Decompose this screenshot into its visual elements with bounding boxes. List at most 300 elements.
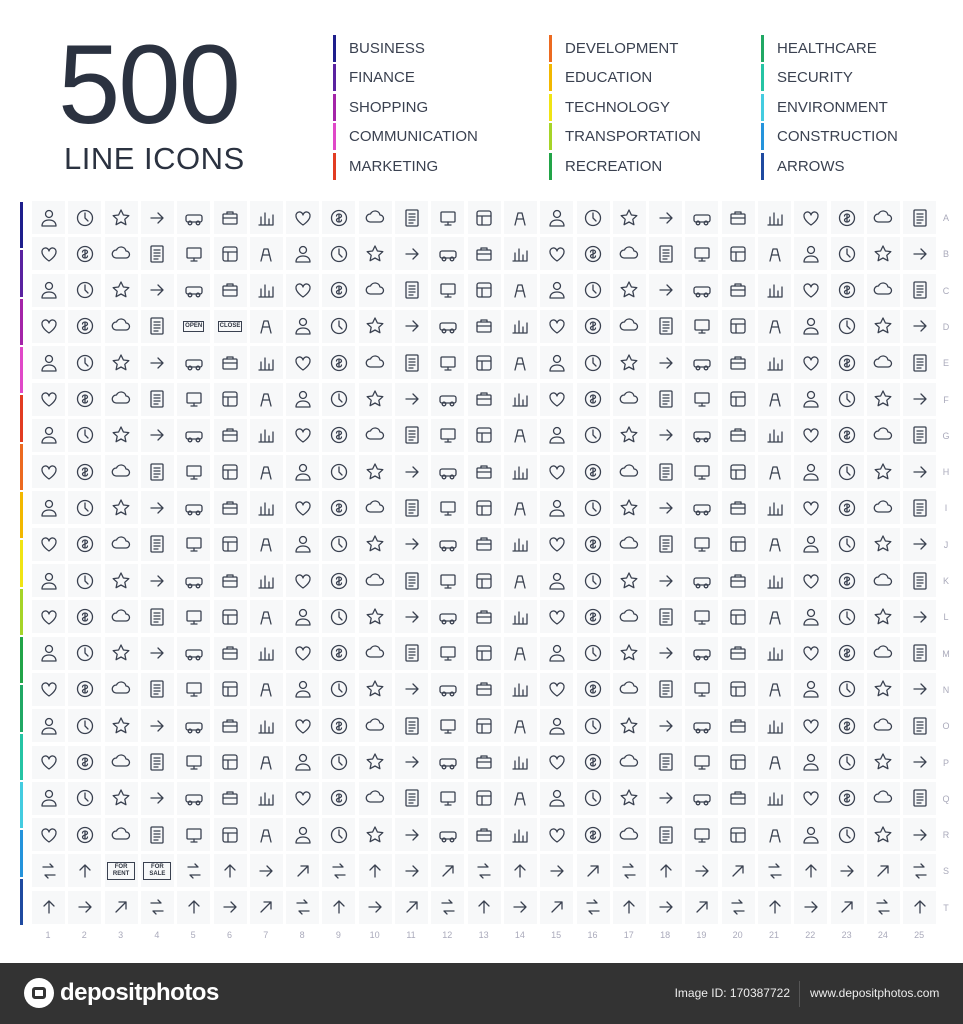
line-icon-H8[interactable] — [286, 455, 319, 488]
line-icon-P22[interactable] — [794, 746, 827, 779]
line-icon-O2[interactable] — [68, 709, 101, 742]
line-icon-D5[interactable] — [177, 310, 210, 343]
line-icon-D3[interactable] — [105, 310, 138, 343]
line-icon-C1[interactable] — [32, 274, 65, 307]
line-icon-M16[interactable] — [577, 637, 610, 670]
line-icon-R3[interactable] — [105, 818, 138, 851]
line-icon-M2[interactable] — [68, 637, 101, 670]
line-icon-I19[interactable] — [685, 491, 718, 524]
line-icon-C7[interactable] — [250, 274, 283, 307]
line-icon-N13[interactable] — [468, 673, 501, 706]
line-icon-I9[interactable] — [322, 491, 355, 524]
line-icon-K7[interactable] — [250, 564, 283, 597]
line-icon-T16[interactable] — [577, 891, 610, 924]
line-icon-Q25[interactable] — [903, 782, 936, 815]
line-icon-K8[interactable] — [286, 564, 319, 597]
line-icon-M13[interactable] — [468, 637, 501, 670]
line-icon-L18[interactable] — [649, 600, 682, 633]
line-icon-F3[interactable] — [105, 383, 138, 416]
line-icon-L6[interactable] — [214, 600, 247, 633]
line-icon-N7[interactable] — [250, 673, 283, 706]
line-icon-L15[interactable] — [540, 600, 573, 633]
line-icon-L7[interactable] — [250, 600, 283, 633]
line-icon-F11[interactable] — [395, 383, 428, 416]
line-icon-D18[interactable] — [649, 310, 682, 343]
line-icon-Q23[interactable] — [831, 782, 864, 815]
line-icon-F19[interactable] — [685, 383, 718, 416]
line-icon-P21[interactable] — [758, 746, 791, 779]
line-icon-B8[interactable] — [286, 237, 319, 270]
line-icon-H10[interactable] — [359, 455, 392, 488]
line-icon-T9[interactable] — [322, 891, 355, 924]
line-icon-J21[interactable] — [758, 528, 791, 561]
line-icon-H17[interactable] — [613, 455, 646, 488]
line-icon-I10[interactable] — [359, 491, 392, 524]
line-icon-F12[interactable] — [431, 383, 464, 416]
line-icon-E6[interactable] — [214, 346, 247, 379]
line-icon-M12[interactable] — [431, 637, 464, 670]
line-icon-O10[interactable] — [359, 709, 392, 742]
line-icon-M23[interactable] — [831, 637, 864, 670]
line-icon-L23[interactable] — [831, 600, 864, 633]
line-icon-L22[interactable] — [794, 600, 827, 633]
line-icon-N5[interactable] — [177, 673, 210, 706]
line-icon-R21[interactable] — [758, 818, 791, 851]
line-icon-F18[interactable] — [649, 383, 682, 416]
line-icon-K19[interactable] — [685, 564, 718, 597]
line-icon-S20[interactable] — [722, 854, 755, 887]
line-icon-P15[interactable] — [540, 746, 573, 779]
line-icon-O11[interactable] — [395, 709, 428, 742]
line-icon-G12[interactable] — [431, 419, 464, 452]
line-icon-R7[interactable] — [250, 818, 283, 851]
line-icon-D8[interactable] — [286, 310, 319, 343]
site-url[interactable]: www.depositphotos.com — [810, 986, 940, 1000]
line-icon-N20[interactable] — [722, 673, 755, 706]
line-icon-K14[interactable] — [504, 564, 537, 597]
line-icon-F8[interactable] — [286, 383, 319, 416]
line-icon-T24[interactable] — [867, 891, 900, 924]
line-icon-H24[interactable] — [867, 455, 900, 488]
line-icon-F10[interactable] — [359, 383, 392, 416]
line-icon-L25[interactable] — [903, 600, 936, 633]
line-icon-M11[interactable] — [395, 637, 428, 670]
line-icon-C9[interactable] — [322, 274, 355, 307]
line-icon-J17[interactable] — [613, 528, 646, 561]
line-icon-Q24[interactable] — [867, 782, 900, 815]
line-icon-E23[interactable] — [831, 346, 864, 379]
line-icon-L4[interactable] — [141, 600, 174, 633]
line-icon-I12[interactable] — [431, 491, 464, 524]
line-icon-N6[interactable] — [214, 673, 247, 706]
line-icon-Q6[interactable] — [214, 782, 247, 815]
line-icon-F16[interactable] — [577, 383, 610, 416]
line-icon-T21[interactable] — [758, 891, 791, 924]
line-icon-T12[interactable] — [431, 891, 464, 924]
line-icon-O17[interactable] — [613, 709, 646, 742]
line-icon-G15[interactable] — [540, 419, 573, 452]
line-icon-B11[interactable] — [395, 237, 428, 270]
line-icon-F7[interactable] — [250, 383, 283, 416]
line-icon-B2[interactable] — [68, 237, 101, 270]
line-icon-I14[interactable] — [504, 491, 537, 524]
line-icon-Q4[interactable] — [141, 782, 174, 815]
line-icon-D23[interactable] — [831, 310, 864, 343]
line-icon-Q17[interactable] — [613, 782, 646, 815]
line-icon-E19[interactable] — [685, 346, 718, 379]
line-icon-E9[interactable] — [322, 346, 355, 379]
line-icon-S17[interactable] — [613, 854, 646, 887]
line-icon-O23[interactable] — [831, 709, 864, 742]
line-icon-C21[interactable] — [758, 274, 791, 307]
line-icon-O22[interactable] — [794, 709, 827, 742]
line-icon-T7[interactable] — [250, 891, 283, 924]
line-icon-I23[interactable] — [831, 491, 864, 524]
line-icon-G19[interactable] — [685, 419, 718, 452]
line-icon-E5[interactable] — [177, 346, 210, 379]
line-icon-P8[interactable] — [286, 746, 319, 779]
line-icon-P3[interactable] — [105, 746, 138, 779]
line-icon-C25[interactable] — [903, 274, 936, 307]
line-icon-C4[interactable] — [141, 274, 174, 307]
line-icon-G14[interactable] — [504, 419, 537, 452]
line-icon-B7[interactable] — [250, 237, 283, 270]
line-icon-R2[interactable] — [68, 818, 101, 851]
line-icon-P25[interactable] — [903, 746, 936, 779]
line-icon-D19[interactable] — [685, 310, 718, 343]
line-icon-M24[interactable] — [867, 637, 900, 670]
line-icon-Q13[interactable] — [468, 782, 501, 815]
line-icon-P4[interactable] — [141, 746, 174, 779]
line-icon-G11[interactable] — [395, 419, 428, 452]
line-icon-L1[interactable] — [32, 600, 65, 633]
line-icon-B13[interactable] — [468, 237, 501, 270]
line-icon-D1[interactable] — [32, 310, 65, 343]
line-icon-E25[interactable] — [903, 346, 936, 379]
line-icon-L13[interactable] — [468, 600, 501, 633]
line-icon-I24[interactable] — [867, 491, 900, 524]
line-icon-G7[interactable] — [250, 419, 283, 452]
line-icon-N8[interactable] — [286, 673, 319, 706]
line-icon-C12[interactable] — [431, 274, 464, 307]
line-icon-H23[interactable] — [831, 455, 864, 488]
line-icon-T10[interactable] — [359, 891, 392, 924]
line-icon-A24[interactable] — [867, 201, 900, 234]
line-icon-T2[interactable] — [68, 891, 101, 924]
line-icon-S6[interactable] — [214, 854, 247, 887]
line-icon-I13[interactable] — [468, 491, 501, 524]
line-icon-I3[interactable] — [105, 491, 138, 524]
line-icon-R22[interactable] — [794, 818, 827, 851]
line-icon-H12[interactable] — [431, 455, 464, 488]
line-icon-C3[interactable] — [105, 274, 138, 307]
line-icon-E13[interactable] — [468, 346, 501, 379]
line-icon-A10[interactable] — [359, 201, 392, 234]
line-icon-S18[interactable] — [649, 854, 682, 887]
line-icon-O12[interactable] — [431, 709, 464, 742]
line-icon-A2[interactable] — [68, 201, 101, 234]
line-icon-N11[interactable] — [395, 673, 428, 706]
line-icon-T6[interactable] — [214, 891, 247, 924]
line-icon-T1[interactable] — [32, 891, 65, 924]
line-icon-K18[interactable] — [649, 564, 682, 597]
line-icon-A8[interactable] — [286, 201, 319, 234]
line-icon-K2[interactable] — [68, 564, 101, 597]
line-icon-S4[interactable] — [141, 854, 174, 887]
line-icon-L5[interactable] — [177, 600, 210, 633]
line-icon-H5[interactable] — [177, 455, 210, 488]
line-icon-I7[interactable] — [250, 491, 283, 524]
line-icon-J7[interactable] — [250, 528, 283, 561]
line-icon-C14[interactable] — [504, 274, 537, 307]
line-icon-I16[interactable] — [577, 491, 610, 524]
line-icon-S22[interactable] — [794, 854, 827, 887]
line-icon-J11[interactable] — [395, 528, 428, 561]
line-icon-E17[interactable] — [613, 346, 646, 379]
line-icon-K15[interactable] — [540, 564, 573, 597]
line-icon-A18[interactable] — [649, 201, 682, 234]
line-icon-B1[interactable] — [32, 237, 65, 270]
line-icon-O7[interactable] — [250, 709, 283, 742]
line-icon-S8[interactable] — [286, 854, 319, 887]
line-icon-K16[interactable] — [577, 564, 610, 597]
line-icon-T15[interactable] — [540, 891, 573, 924]
line-icon-E7[interactable] — [250, 346, 283, 379]
line-icon-B14[interactable] — [504, 237, 537, 270]
line-icon-G8[interactable] — [286, 419, 319, 452]
line-icon-B23[interactable] — [831, 237, 864, 270]
line-icon-N22[interactable] — [794, 673, 827, 706]
line-icon-A3[interactable] — [105, 201, 138, 234]
line-icon-O19[interactable] — [685, 709, 718, 742]
line-icon-R10[interactable] — [359, 818, 392, 851]
line-icon-D4[interactable] — [141, 310, 174, 343]
line-icon-N12[interactable] — [431, 673, 464, 706]
line-icon-J22[interactable] — [794, 528, 827, 561]
line-icon-B9[interactable] — [322, 237, 355, 270]
line-icon-J23[interactable] — [831, 528, 864, 561]
line-icon-H6[interactable] — [214, 455, 247, 488]
line-icon-G21[interactable] — [758, 419, 791, 452]
line-icon-K1[interactable] — [32, 564, 65, 597]
line-icon-G24[interactable] — [867, 419, 900, 452]
line-icon-I2[interactable] — [68, 491, 101, 524]
line-icon-T4[interactable] — [141, 891, 174, 924]
line-icon-M19[interactable] — [685, 637, 718, 670]
line-icon-G17[interactable] — [613, 419, 646, 452]
line-icon-P19[interactable] — [685, 746, 718, 779]
line-icon-M20[interactable] — [722, 637, 755, 670]
line-icon-E16[interactable] — [577, 346, 610, 379]
line-icon-B22[interactable] — [794, 237, 827, 270]
line-icon-G4[interactable] — [141, 419, 174, 452]
line-icon-M15[interactable] — [540, 637, 573, 670]
line-icon-Q21[interactable] — [758, 782, 791, 815]
line-icon-T11[interactable] — [395, 891, 428, 924]
line-icon-I25[interactable] — [903, 491, 936, 524]
line-icon-T8[interactable] — [286, 891, 319, 924]
line-icon-H20[interactable] — [722, 455, 755, 488]
line-icon-S1[interactable] — [32, 854, 65, 887]
line-icon-C16[interactable] — [577, 274, 610, 307]
line-icon-O25[interactable] — [903, 709, 936, 742]
line-icon-Q15[interactable] — [540, 782, 573, 815]
line-icon-T20[interactable] — [722, 891, 755, 924]
line-icon-Q22[interactable] — [794, 782, 827, 815]
line-icon-M14[interactable] — [504, 637, 537, 670]
line-icon-R4[interactable] — [141, 818, 174, 851]
line-icon-S25[interactable] — [903, 854, 936, 887]
line-icon-T13[interactable] — [468, 891, 501, 924]
line-icon-S10[interactable] — [359, 854, 392, 887]
line-icon-K22[interactable] — [794, 564, 827, 597]
line-icon-K3[interactable] — [105, 564, 138, 597]
line-icon-T5[interactable] — [177, 891, 210, 924]
line-icon-I8[interactable] — [286, 491, 319, 524]
line-icon-A14[interactable] — [504, 201, 537, 234]
line-icon-T19[interactable] — [685, 891, 718, 924]
line-icon-G6[interactable] — [214, 419, 247, 452]
line-icon-J25[interactable] — [903, 528, 936, 561]
line-icon-R11[interactable] — [395, 818, 428, 851]
line-icon-S19[interactable] — [685, 854, 718, 887]
line-icon-G2[interactable] — [68, 419, 101, 452]
line-icon-G23[interactable] — [831, 419, 864, 452]
line-icon-N17[interactable] — [613, 673, 646, 706]
line-icon-Q20[interactable] — [722, 782, 755, 815]
line-icon-C24[interactable] — [867, 274, 900, 307]
line-icon-P2[interactable] — [68, 746, 101, 779]
line-icon-K23[interactable] — [831, 564, 864, 597]
line-icon-E12[interactable] — [431, 346, 464, 379]
line-icon-T18[interactable] — [649, 891, 682, 924]
line-icon-S16[interactable] — [577, 854, 610, 887]
line-icon-Q9[interactable] — [322, 782, 355, 815]
line-icon-T25[interactable] — [903, 891, 936, 924]
line-icon-M17[interactable] — [613, 637, 646, 670]
line-icon-R24[interactable] — [867, 818, 900, 851]
line-icon-H22[interactable] — [794, 455, 827, 488]
line-icon-R1[interactable] — [32, 818, 65, 851]
line-icon-B25[interactable] — [903, 237, 936, 270]
line-icon-O8[interactable] — [286, 709, 319, 742]
line-icon-N21[interactable] — [758, 673, 791, 706]
line-icon-E3[interactable] — [105, 346, 138, 379]
line-icon-I20[interactable] — [722, 491, 755, 524]
line-icon-I4[interactable] — [141, 491, 174, 524]
line-icon-A7[interactable] — [250, 201, 283, 234]
line-icon-E15[interactable] — [540, 346, 573, 379]
line-icon-P20[interactable] — [722, 746, 755, 779]
line-icon-C20[interactable] — [722, 274, 755, 307]
line-icon-O18[interactable] — [649, 709, 682, 742]
line-icon-S24[interactable] — [867, 854, 900, 887]
line-icon-M18[interactable] — [649, 637, 682, 670]
line-icon-F23[interactable] — [831, 383, 864, 416]
line-icon-P7[interactable] — [250, 746, 283, 779]
line-icon-O3[interactable] — [105, 709, 138, 742]
line-icon-S23[interactable] — [831, 854, 864, 887]
line-icon-K24[interactable] — [867, 564, 900, 597]
line-icon-L20[interactable] — [722, 600, 755, 633]
line-icon-G3[interactable] — [105, 419, 138, 452]
line-icon-E21[interactable] — [758, 346, 791, 379]
line-icon-Q19[interactable] — [685, 782, 718, 815]
line-icon-O5[interactable] — [177, 709, 210, 742]
line-icon-N14[interactable] — [504, 673, 537, 706]
line-icon-D24[interactable] — [867, 310, 900, 343]
line-icon-J9[interactable] — [322, 528, 355, 561]
line-icon-P17[interactable] — [613, 746, 646, 779]
line-icon-M9[interactable] — [322, 637, 355, 670]
line-icon-P9[interactable] — [322, 746, 355, 779]
line-icon-P6[interactable] — [214, 746, 247, 779]
line-icon-A19[interactable] — [685, 201, 718, 234]
line-icon-F9[interactable] — [322, 383, 355, 416]
line-icon-P16[interactable] — [577, 746, 610, 779]
line-icon-N10[interactable] — [359, 673, 392, 706]
line-icon-H21[interactable] — [758, 455, 791, 488]
line-icon-N15[interactable] — [540, 673, 573, 706]
line-icon-O24[interactable] — [867, 709, 900, 742]
line-icon-S14[interactable] — [504, 854, 537, 887]
line-icon-H2[interactable] — [68, 455, 101, 488]
line-icon-P13[interactable] — [468, 746, 501, 779]
line-icon-P1[interactable] — [32, 746, 65, 779]
line-icon-J18[interactable] — [649, 528, 682, 561]
line-icon-L9[interactable] — [322, 600, 355, 633]
line-icon-T3[interactable] — [105, 891, 138, 924]
line-icon-I21[interactable] — [758, 491, 791, 524]
line-icon-B24[interactable] — [867, 237, 900, 270]
line-icon-D16[interactable] — [577, 310, 610, 343]
line-icon-J19[interactable] — [685, 528, 718, 561]
line-icon-G25[interactable] — [903, 419, 936, 452]
line-icon-F17[interactable] — [613, 383, 646, 416]
line-icon-L24[interactable] — [867, 600, 900, 633]
line-icon-R19[interactable] — [685, 818, 718, 851]
line-icon-J12[interactable] — [431, 528, 464, 561]
line-icon-E14[interactable] — [504, 346, 537, 379]
line-icon-O14[interactable] — [504, 709, 537, 742]
line-icon-P11[interactable] — [395, 746, 428, 779]
line-icon-M22[interactable] — [794, 637, 827, 670]
line-icon-B17[interactable] — [613, 237, 646, 270]
line-icon-O20[interactable] — [722, 709, 755, 742]
line-icon-B12[interactable] — [431, 237, 464, 270]
line-icon-J8[interactable] — [286, 528, 319, 561]
line-icon-A1[interactable] — [32, 201, 65, 234]
line-icon-R9[interactable] — [322, 818, 355, 851]
line-icon-S2[interactable] — [68, 854, 101, 887]
line-icon-R5[interactable] — [177, 818, 210, 851]
line-icon-T23[interactable] — [831, 891, 864, 924]
line-icon-G20[interactable] — [722, 419, 755, 452]
line-icon-F15[interactable] — [540, 383, 573, 416]
line-icon-N25[interactable] — [903, 673, 936, 706]
line-icon-M25[interactable] — [903, 637, 936, 670]
line-icon-G9[interactable] — [322, 419, 355, 452]
line-icon-G13[interactable] — [468, 419, 501, 452]
line-icon-J14[interactable] — [504, 528, 537, 561]
line-icon-S15[interactable] — [540, 854, 573, 887]
line-icon-Q16[interactable] — [577, 782, 610, 815]
line-icon-F21[interactable] — [758, 383, 791, 416]
line-icon-C15[interactable] — [540, 274, 573, 307]
line-icon-E8[interactable] — [286, 346, 319, 379]
line-icon-I6[interactable] — [214, 491, 247, 524]
line-icon-I18[interactable] — [649, 491, 682, 524]
